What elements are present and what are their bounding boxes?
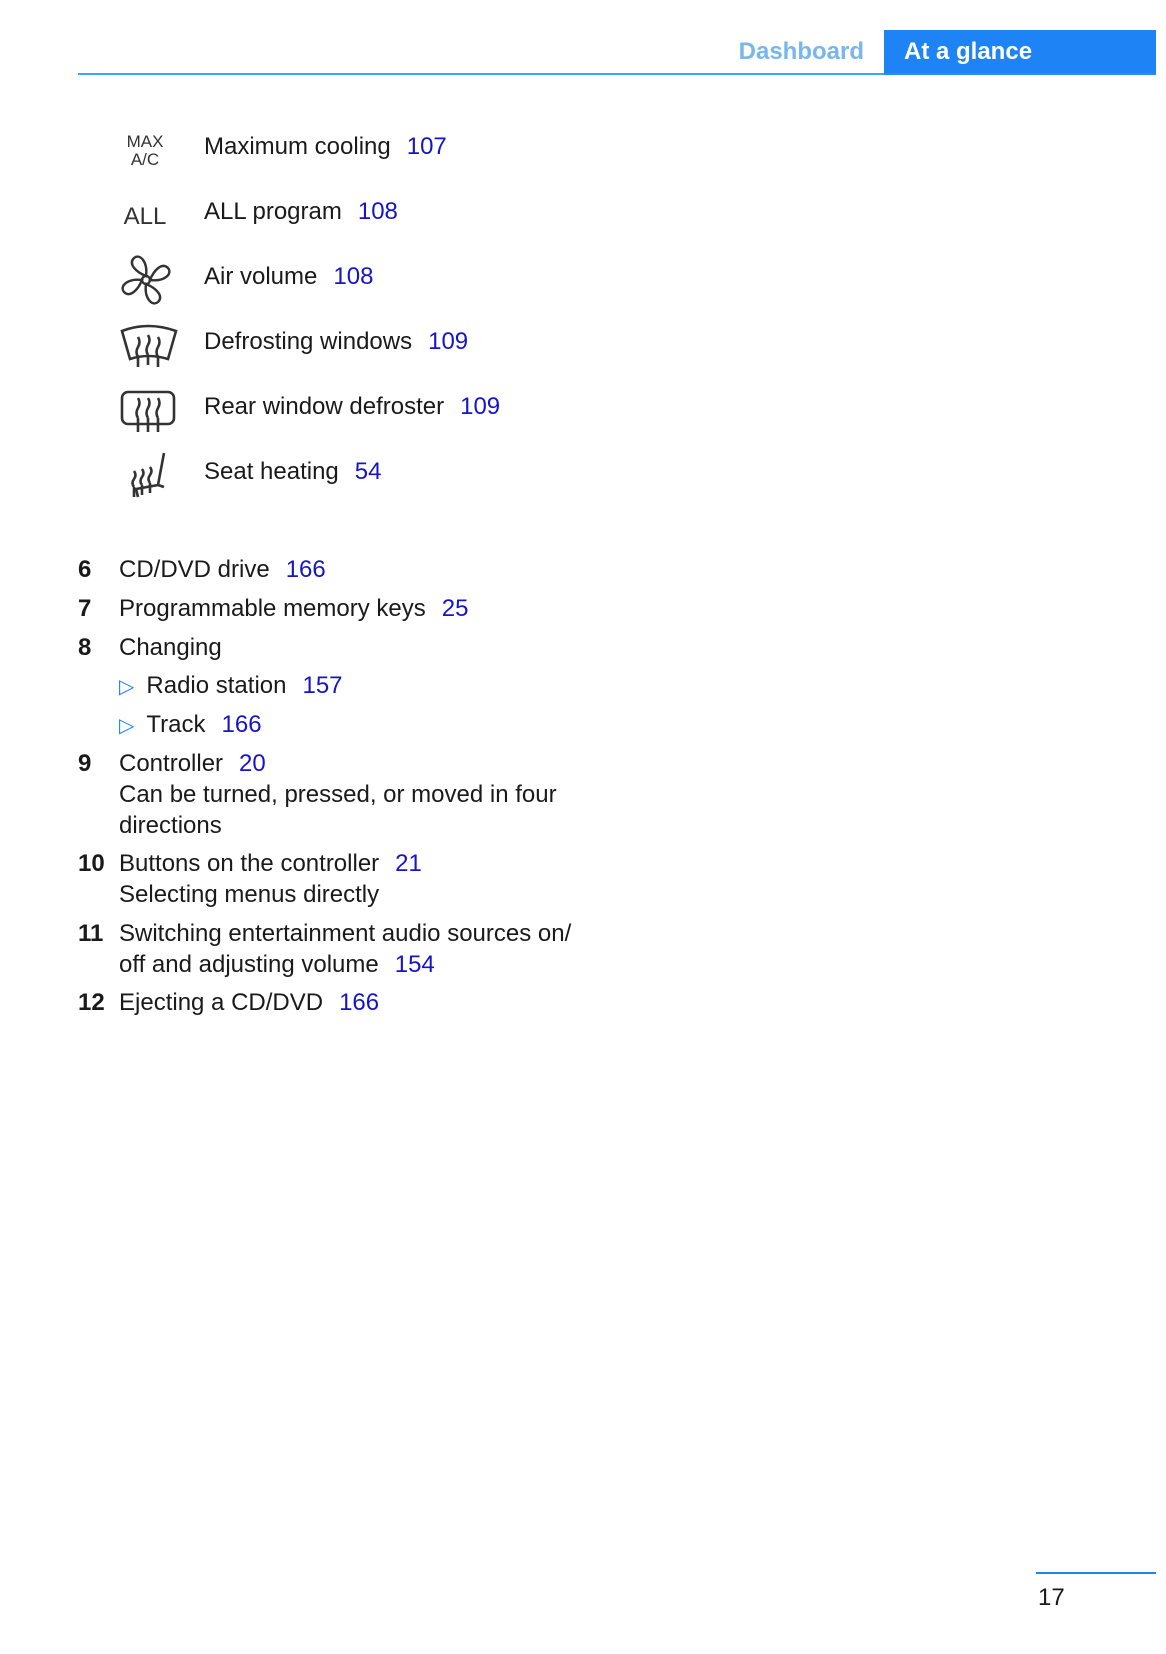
icon-item-label: ALL program 108 [204,198,398,225]
header-chapter-tab: At a glance [884,30,1156,75]
item-number: 12 [78,989,105,1016]
item-label: Ejecting a CD/DVD 166 [119,989,380,1016]
page-link[interactable]: 109 [460,393,501,420]
item-label-continued: off and adjusting volume 154 [119,951,435,978]
max-ac-icon-line2: A/C [130,150,160,169]
rear-window-defrost-icon [118,380,184,440]
page-link[interactable]: 109 [428,328,469,355]
page-link[interactable]: 166 [339,989,380,1016]
icon-item-air-volume [118,250,718,310]
icon-item-label: Rear window defroster 109 [204,393,501,420]
icon-item-label: Maximum cooling 107 [204,133,447,160]
page-link[interactable]: 107 [406,133,447,160]
header-section-label: Dashboard [738,38,864,65]
icon-item-all-program [118,185,718,245]
page-link[interactable]: 166 [285,556,326,583]
max-ac-icon-line1: MAX [126,132,164,151]
item-number: 7 [78,595,92,622]
icon-item-label: Defrosting windows 109 [204,328,469,355]
icon-item-label: Seat heating 54 [204,458,382,485]
header-rule [78,73,1156,75]
page-link[interactable]: 154 [394,951,435,978]
fan-icon [118,250,184,310]
item-description: Selecting menus directly [119,881,380,908]
icon-item-max-cooling [118,120,718,180]
all-program-icon-text: ALL [123,203,167,230]
page-link[interactable]: 20 [239,750,266,777]
page-link[interactable]: 108 [333,263,374,290]
page-link[interactable]: 21 [395,850,422,877]
item-label: Buttons on the controller 21 [119,850,422,877]
item-description: Can be turned, pressed, or moved in four [119,781,557,808]
page-link[interactable]: 108 [357,198,398,225]
page-number: 17 [1038,1584,1065,1611]
item-number: 6 [78,556,92,583]
item-label: CD/DVD drive 166 [119,556,326,583]
icon-item-defrosting [118,315,718,375]
item-label: Controller 20 [119,750,266,777]
item-label: Switching entertainment audio sources on/ [119,920,572,947]
page-link[interactable]: 166 [221,711,262,738]
page-link[interactable]: 54 [354,458,382,485]
item-number: 11 [78,920,104,947]
item-label: Changing [119,634,222,661]
item-number: 10 [78,850,105,877]
all-program-icon [118,185,184,245]
seat-heating-icon [118,445,184,505]
sub-item: ▷ Track 166 [119,711,262,738]
icon-item-seat-heating [118,445,718,505]
item-number: 9 [78,750,92,777]
footer-rule [1036,1572,1156,1574]
page-link[interactable]: 157 [302,672,343,699]
icon-item-rear-defroster [118,380,718,440]
item-number: 8 [78,634,92,661]
item-description: directions [119,812,222,839]
icon-item-label: Air volume 108 [204,263,374,290]
page-link[interactable]: 25 [441,595,469,622]
triangle-bullet-icon: ▷ [119,715,135,737]
item-label: Programmable memory keys 25 [119,595,469,622]
triangle-bullet-icon: ▷ [119,676,135,698]
sub-item: ▷ Radio station 157 [119,672,343,699]
windshield-defrost-icon [118,315,184,375]
max-ac-icon [118,120,184,180]
